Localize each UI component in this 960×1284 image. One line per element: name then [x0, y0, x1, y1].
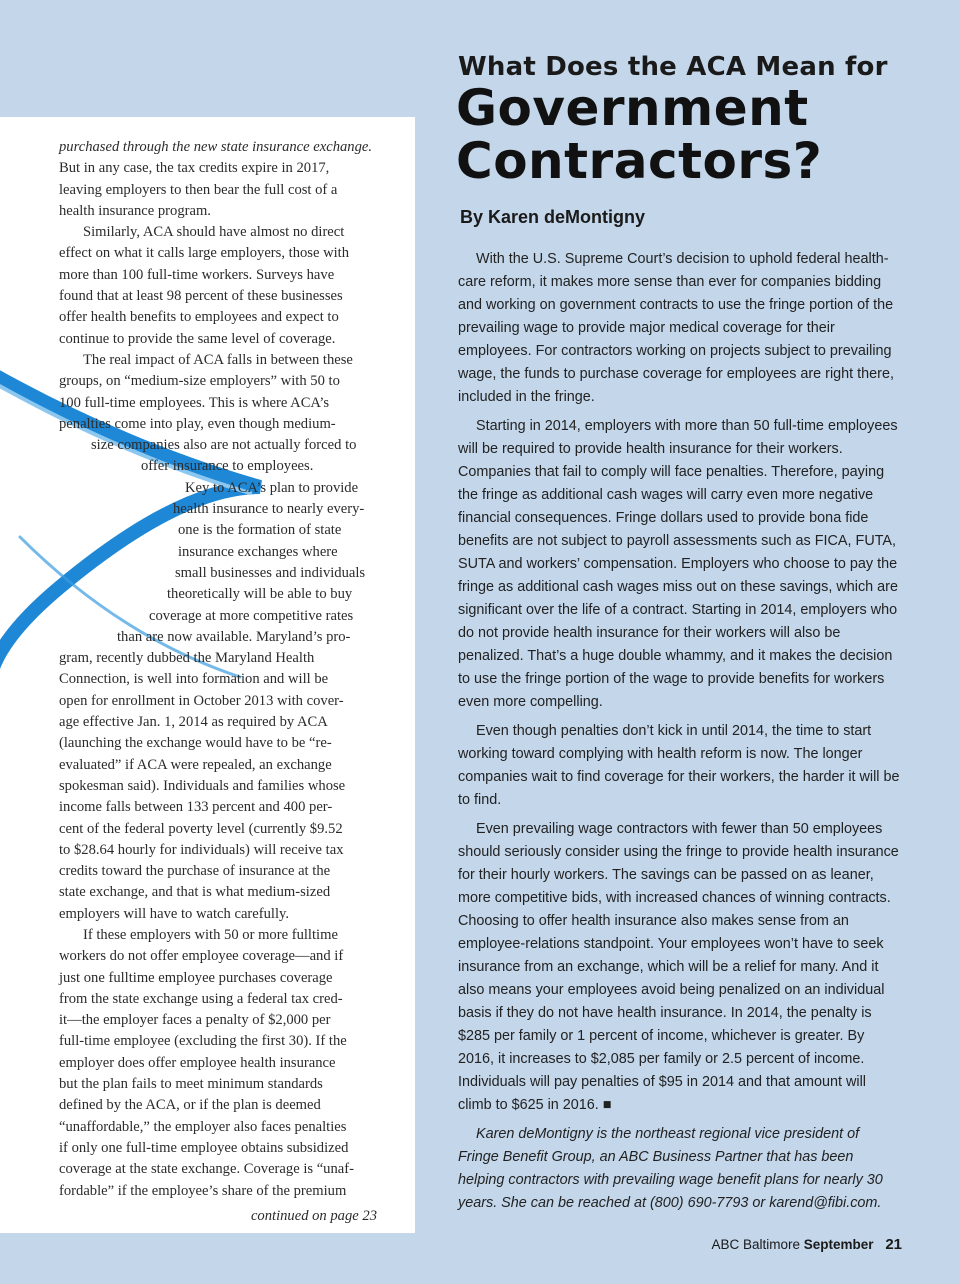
body-line: cent of the federal poverty level (currently $9.52 [59, 820, 343, 837]
body-line: defined by the ACA, or if the plan is deemed [59, 1097, 321, 1114]
body-line: evaluated” if ACA were repealed, an exchange [59, 756, 332, 773]
footer-month: September [803, 1237, 874, 1252]
body-line: just one fulltime employee purchases coverage [59, 969, 333, 986]
body-line: purchased through the new state insurance exchange. [59, 139, 373, 155]
body-line: insurance exchanges where [178, 543, 338, 560]
body-line: it—the employer faces a penalty of $2,000 per [59, 1012, 331, 1029]
article-title-line3: Contractors? [456, 132, 823, 190]
body-line: But in any case, the tax credits expire in 2017, [59, 160, 330, 177]
body-line: open for enrollment in October 2013 with cover- [59, 692, 344, 709]
body-line: than are now available. Maryland’s pro- [117, 628, 351, 645]
article-byline: By Karen deMontigny [460, 207, 646, 227]
body-line: The real impact of ACA falls in between these [83, 351, 353, 368]
article-title-main [456, 79, 823, 190]
body-line: groups, on “medium-size employers” with 50 to [59, 373, 340, 390]
page-footer [711, 1236, 902, 1253]
body-line: from the state exchange using a federal tax cred- [59, 990, 343, 1007]
body-line: state exchange, and that is what medium-sized [59, 884, 331, 901]
body-paragraph: With the U.S. Supreme Court’s decision to uphold federal health-care reform, it makes more sense than ever for companies bidding and working on government contracts to use the fringe portion of the prevailing wage to provide major medical coverage for their employees. For contractors working on projects subject to prevailing wage, the funds to purchase coverage for employees are right there, included in the fringe. [458, 251, 894, 405]
body-line: workers do not offer employee coverage—and if [59, 948, 344, 965]
body-line: leaving employers to then bear the full cost of a [59, 181, 338, 198]
body-paragraph: Starting in 2014, employers with more than 50 full-time employees will be required to provide health insurance for their workers. Companies that fail to comply will face penalties. Therefore, paying the fringe as additional cash wages will carry even more negative financial consequences. Fringe dollars used to provide bona fide benefits are not subject to payroll assessments such as FICA, FUTA, SUTA and workers’ compensation. Employers who choose to pay the fringe as additional cash wages miss out on these savings, which are significant over the life of a contract. Starting in 2014, employers who do not provide health insurance for their workers will also be penalized. That’s a huge double whammy, and it makes the decision to use the fringe portion of the wage to provide benefits for workers even more compelling. [458, 418, 898, 710]
body-line: Similarly, ACA should have almost no direct [83, 224, 345, 241]
body-line: employer does offer employee health insurance [59, 1054, 336, 1071]
body-line: Connection, is well into formation and will be [59, 671, 329, 688]
body-line: health insurance to nearly every- [173, 501, 365, 518]
body-line: full-time employee (excluding the first 30). If the [59, 1033, 347, 1050]
body-line: size companies also are not actually forced to [91, 437, 357, 454]
body-line: income falls between 133 percent and 400 per- [59, 799, 333, 816]
right-column-text [458, 248, 902, 1221]
continued-on-link: continued on page 23 [250, 1207, 377, 1224]
author-bio: Karen deMontigny is the northeast regional vice president of Fringe Benefit Group, an ABC Business Partner that has been helping contractors with prevailing wage benefit plans for nearly 30 years. She can be reached at (800) 690-7793 or karend@fibi.com. [458, 1126, 883, 1211]
body-line: 100 full-time employees. This is where ACA’s [59, 394, 330, 411]
body-paragraph: Even though penalties don’t kick in until 2014, the time to start working toward complying with health reform is now. The longer companies wait to find coverage for their workers, the harder it will be to find. [458, 723, 900, 808]
body-line: employers will have to watch carefully. [59, 905, 290, 922]
page-number: 21 [885, 1236, 902, 1253]
article-title-line1: What Does the ACA Mean for [458, 52, 888, 82]
body-line: if only one full-time employee obtains subsidized [59, 1139, 349, 1156]
body-line: credits toward the purchase of insurance at the [59, 863, 331, 880]
footer-publication: ABC Baltimore [711, 1237, 800, 1252]
body-line: spokesman said). Individuals and families whose [59, 777, 346, 794]
left-column-text [59, 137, 389, 1227]
body-line: one is the formation of state [178, 522, 342, 539]
body-line: (launching the exchange would have to be “re- [59, 735, 332, 752]
body-line: coverage at the state exchange. Coverage is “unaf- [59, 1161, 354, 1178]
body-line: penalties come into play, even though medium- [59, 415, 336, 432]
body-line: age effective Jan. 1, 2014 as required by ACA [59, 714, 328, 731]
body-line: health insurance program. [59, 202, 211, 219]
body-line: fordable” if the employee’s share of the premium [59, 1182, 347, 1199]
body-line: more than 100 full-time workers. Surveys have [59, 266, 335, 283]
body-line: found that at least 98 percent of these businesses [59, 288, 343, 305]
body-paragraph: Even prevailing wage contractors with fewer than 50 employees should seriously consider using the fringe to provide health insurance for their hourly workers. The savings can be passed on as leaner, more competitive bids, with increased chances of winning contracts. Choosing to offer health insurance also makes sense from an employee-relations standpoint. Your employees won’t have to seek insurance from an exchange, which will be a relief for many. And it also means your employees avoid being penalized on an individual basis if they do not have health insurance. In 2014, the penalty is $285 per family or 1 percent of income, whichever is greater. By 2016, it increases to $2,085 per family or 2.5 percent of income. Individuals will pay penalties of $95 in 2014 and that amount will climb to $625 in 2016. ■ [458, 821, 899, 1113]
body-line: continue to provide the same level of coverage. [59, 330, 336, 347]
body-line: effect on what it calls large employers, those with [59, 245, 350, 262]
body-line: Key to ACA’s plan to provide [185, 479, 359, 496]
body-line: offer insurance to employees. [141, 458, 314, 475]
left-column-panel [0, 117, 415, 1233]
body-line: offer health benefits to employees and expect to [59, 309, 339, 326]
body-line: theoretically will be able to buy [167, 586, 353, 603]
body-line: coverage at more competitive rates [149, 607, 354, 624]
body-line: small businesses and individuals [175, 564, 366, 581]
body-line: gram, recently dubbed the Maryland Health [59, 650, 315, 667]
article-title-line2: Government [456, 79, 809, 137]
body-line: If these employers with 50 or more fulltime [83, 926, 338, 943]
body-line: but the plan fails to meet minimum standards [59, 1076, 323, 1093]
body-line: to $28.64 hourly for individuals) will receive tax [59, 841, 344, 858]
body-line: “unaffordable,” the employer also faces penalties [59, 1118, 347, 1135]
